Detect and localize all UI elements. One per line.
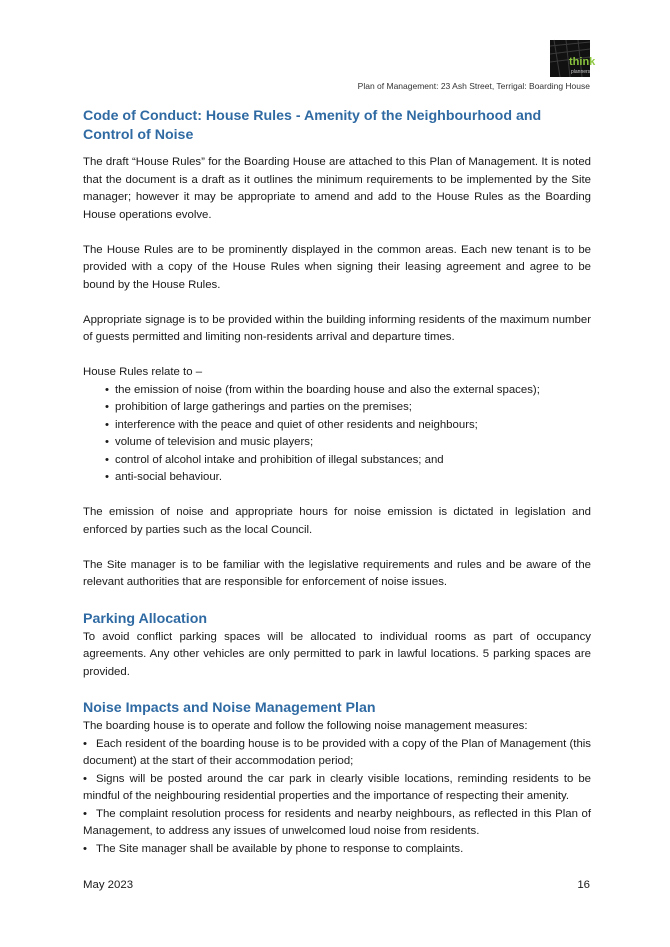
house-rules-list bbox=[83, 382, 591, 487]
main-content bbox=[83, 107, 591, 858]
list-item: • volume of television and music players; bbox=[105, 434, 591, 452]
section-heading-noise: Noise Impacts and Noise Management Plan bbox=[83, 700, 376, 716]
paragraph: The House Rules are to be prominently displayed in the common areas. Each new tenant is to be provided with a copy of the House Rules when signing their leasing agreement and agree to be bound by the House Rules. bbox=[83, 243, 591, 291]
paragraph: The boarding house is to operate and follow the following noise management measures: bbox=[83, 720, 528, 732]
paragraph: The Site manager is to be familiar with the legislative requirements and rules and be aware of the relevant authorities that are responsible for enforcement of noise issues. bbox=[83, 558, 591, 588]
list-item: • The Site manager shall be available by phone to response to complaints. bbox=[83, 842, 464, 855]
page-number: 16 bbox=[577, 879, 590, 891]
footer-date: May 2023 bbox=[83, 879, 134, 891]
logo-wordmark: think bbox=[569, 56, 596, 68]
paragraph: The emission of noise and appropriate hours for noise emission is dictated in legislation and enforced by parties such as the local Council. bbox=[83, 506, 591, 536]
list-item: • Each resident of the boarding house is to be provided with a copy of the Plan of Management (this document) at the start of their accommodation period; bbox=[83, 737, 591, 767]
list-item: • The complaint resolution process for residents and nearby neighbours, as reflected in this Plan of Management, to address any issues of unwelcomed loud noise from residents. bbox=[83, 807, 591, 837]
noise-measures-list bbox=[83, 736, 591, 859]
list-item: • interference with the peace and quiet of other residents and neighbours; bbox=[105, 417, 591, 435]
section-heading-code-of-conduct: Code of Conduct: House Rules - Amenity of the Neighbourhood and Control of Noise bbox=[83, 108, 542, 143]
list-item: • prohibition of large gatherings and parties on the premises; bbox=[105, 399, 591, 417]
paragraph: To avoid conflict parking spaces will be allocated to individual rooms as part of occupancy agreements. Any other vehicles are only permitted to park in lawful locations. 5 parking spaces are provided. bbox=[83, 630, 591, 678]
paragraph: The draft “House Rules” for the Boarding House are attached to this Plan of Management. It is noted that the document is a draft as it outlines the minimum requirements to be implemented by the Site manager; however it may be appropriate to amend and add to the House Rules as the Boarding House operations evolve. bbox=[83, 156, 591, 221]
list-item: • Signs will be posted around the car park in clearly visible locations, reminding residents to be mindful of the neighbouring residential properties and the importance of respecting their amenity. bbox=[83, 772, 591, 802]
list-item: • control of alcohol intake and prohibition of illegal substances; and bbox=[105, 452, 591, 470]
list-intro: House Rules relate to – bbox=[83, 366, 203, 378]
paragraph: Appropriate signage is to be provided within the building informing residents of the maximum number of guests permitted and limiting non-residents arrival and departure times. bbox=[83, 313, 591, 343]
section-heading-parking: Parking Allocation bbox=[83, 610, 208, 627]
list-item: • anti-social behaviour. bbox=[105, 469, 591, 487]
running-header: Plan of Management: 23 Ash Street, Terrigal: Boarding House bbox=[357, 81, 590, 91]
think-planners-logo bbox=[550, 40, 596, 77]
list-item: • the emission of noise (from within the boarding house and also the external spaces); bbox=[105, 382, 591, 400]
logo-subtext: planners bbox=[571, 69, 591, 75]
